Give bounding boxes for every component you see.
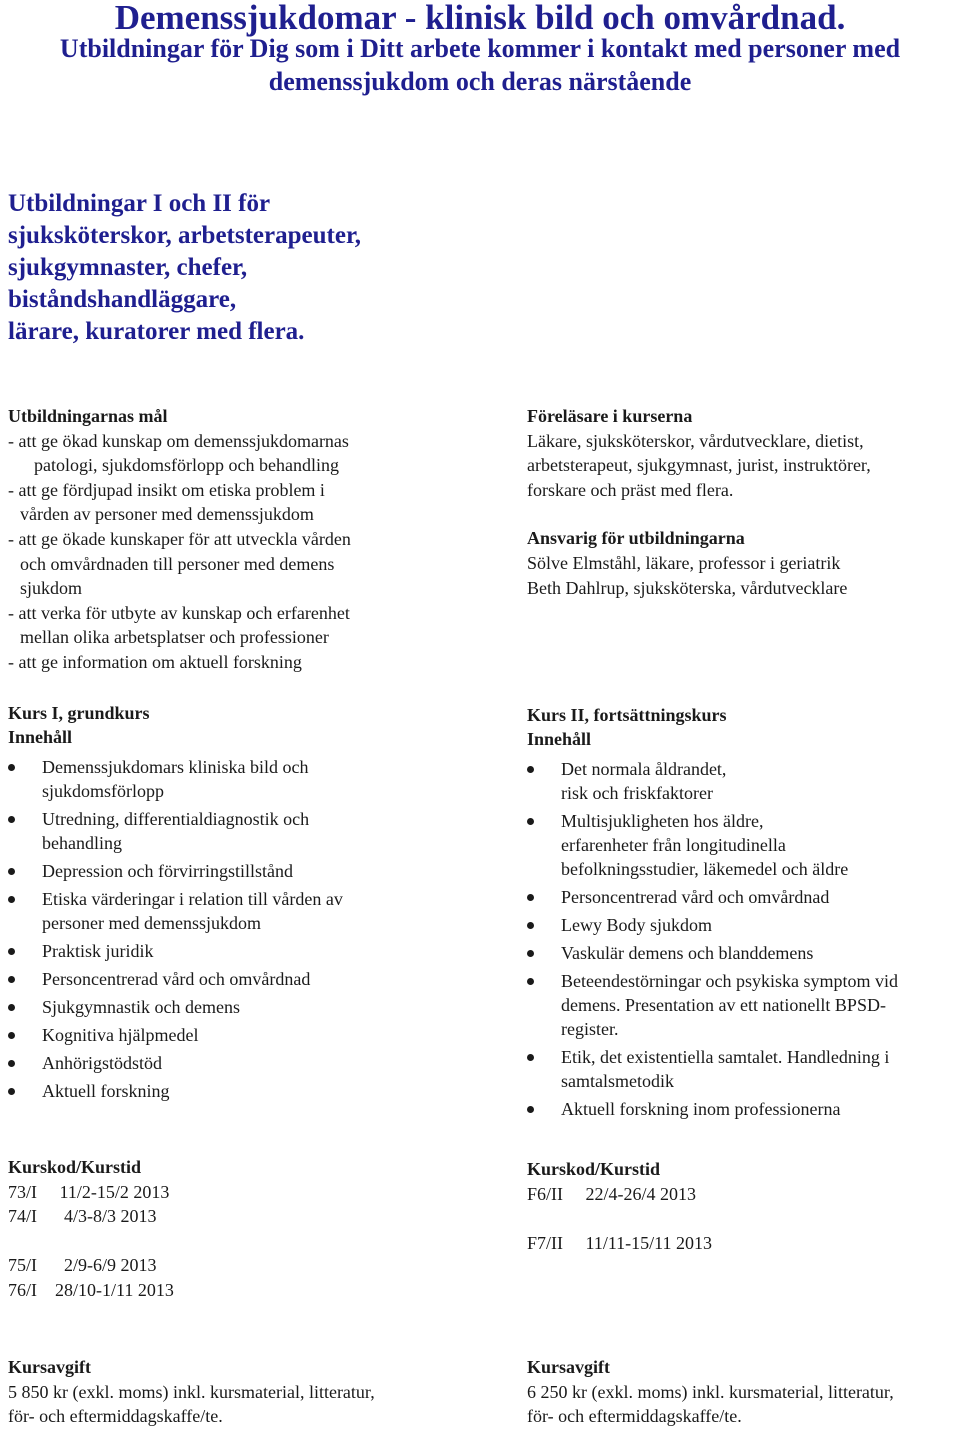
content-item — [8, 887, 478, 935]
course1-list — [8, 755, 478, 1103]
content-item-text: demens. Presentation av ett nationellt BPSD- — [561, 995, 886, 1015]
bullet-icon — [8, 896, 15, 903]
content-item-text: risk och friskfaktorer — [561, 783, 713, 803]
content-item — [8, 1023, 478, 1047]
content-item — [8, 1051, 478, 1075]
content-item-text: Beteendestörningar och psykiska symptom vid — [561, 971, 898, 991]
content-item — [527, 913, 959, 937]
content-item-text: Sjukgymnastik och demens — [42, 997, 240, 1017]
content-item-text: erfarenheter från longitudinella — [561, 835, 786, 855]
subtitle-line: Utbildningar för Dig som i Ditt arbete kommer i kontakt med personer med — [59, 34, 901, 63]
audience-line: sjuksköterskor, arbetsterapeuter, — [8, 222, 361, 249]
content-item — [527, 969, 959, 1041]
lecturers-line: forskare och präst med flera. — [527, 479, 734, 500]
lecturers-line: Läkare, sjuksköterskor, vårdutvecklare, dietist, — [527, 430, 864, 451]
content-item-text: Lewy Body sjukdom — [561, 915, 712, 935]
bullet-icon — [8, 976, 15, 983]
content-item — [527, 1097, 959, 1121]
bullet-icon — [8, 948, 15, 955]
course1-code-row — [8, 1229, 478, 1254]
course2-codes — [527, 1157, 957, 1255]
course2-code-heading: Kurskod/Kurstid — [527, 1159, 661, 1179]
bullet-icon — [527, 950, 534, 957]
page-title: Demenssjukdomar - klinisk bild och omvårdnad. — [114, 0, 846, 37]
content-item-text: Vaskulär demens och blanddemens — [561, 943, 814, 963]
course2-fee — [527, 1355, 957, 1429]
content-item-text: behandling — [42, 833, 122, 853]
content-item — [527, 809, 959, 881]
course2-fee-line: för- och eftermiddagskaffe/te. — [527, 1406, 742, 1427]
content-item-text: Det normala åldrandet, — [561, 759, 727, 779]
content-item-text: register. — [561, 1019, 619, 1039]
content-item-text: befolkningsstudier, läkemedel och äldre — [561, 859, 849, 879]
content-item — [527, 757, 959, 805]
course1-content-heading: Innehåll — [8, 727, 73, 747]
bullet-icon — [527, 922, 534, 929]
course1-code-row: 75/I 2/9-6/9 2013 — [8, 1255, 157, 1276]
course2-code-row — [527, 1206, 957, 1231]
bullet-icon — [8, 764, 15, 771]
audience-line: lärare, kuratorer med flera. — [8, 318, 305, 345]
lecturers-section — [527, 404, 957, 600]
course1-section — [8, 701, 478, 1107]
course1-fee-line: 5 850 kr (exkl. moms) inkl. kursmaterial, litteratur, — [8, 1381, 375, 1402]
audience-line: biståndshandläggare, — [8, 286, 237, 313]
course1-heading: Kurs I, grundkurs — [8, 703, 150, 723]
bullet-icon — [8, 868, 15, 875]
responsible-line: Sölve Elmståhl, läkare, professor i geriatrik — [527, 552, 841, 573]
course2-list — [527, 757, 959, 1121]
goal-line: - att verka för utbyte av kunskap och erfarenhet — [8, 602, 350, 623]
content-item — [8, 807, 478, 855]
bullet-icon — [8, 1060, 15, 1067]
goal-line: patologi, sjukdomsförlopp och behandling — [34, 455, 339, 476]
responsible-heading: Ansvarig för utbildningarna — [527, 528, 745, 549]
course1-code-row: 74/I 4/3-8/3 2013 — [8, 1206, 157, 1227]
bullet-icon — [8, 1088, 15, 1095]
course1-code-row: 73/I 11/2-15/2 2013 — [8, 1181, 170, 1202]
course2-code-row: F6/II 22/4-26/4 2013 — [527, 1183, 696, 1204]
content-item-text: Praktisk juridik — [42, 941, 154, 961]
responsible-line: Beth Dahlrup, sjuksköterska, vårdutvecklare — [527, 577, 848, 598]
bullet-icon — [527, 1106, 534, 1113]
course1-fee — [8, 1355, 478, 1429]
goal-line: vården av personer med demenssjukdom — [20, 504, 314, 525]
goal-line: - att ge information om aktuell forskning — [8, 651, 302, 672]
content-item — [527, 885, 959, 909]
content-item-text: sjukdomsförlopp — [42, 781, 165, 801]
subtitle-line: demenssjukdom och deras närstående — [268, 67, 692, 96]
bullet-icon — [527, 818, 534, 825]
content-item — [8, 967, 478, 991]
content-item-text: Demenssjukdomars kliniska bild och — [42, 757, 309, 777]
course1-codes — [8, 1155, 478, 1303]
content-item-text: Depression och förvirringstillstånd — [42, 861, 293, 881]
content-item-text: samtalsmetodik — [561, 1071, 674, 1091]
lecturers-heading: Föreläsare i kurserna — [527, 406, 693, 426]
content-item-text: Multisjukligheten hos äldre, — [561, 811, 764, 831]
bullet-icon — [527, 1054, 534, 1061]
bullet-icon — [527, 894, 534, 901]
content-item-text: Anhörigstödstöd — [42, 1053, 163, 1073]
content-item — [527, 1045, 959, 1093]
bullet-icon — [8, 1032, 15, 1039]
course1-code-heading: Kurskod/Kurstid — [8, 1157, 142, 1177]
bullet-icon — [8, 816, 15, 823]
content-item-text: Aktuell forskning — [42, 1081, 170, 1101]
bullet-icon — [527, 978, 534, 985]
content-item-text: Etiska värderingar i relation till vården av — [42, 889, 343, 909]
course1-fee-heading: Kursavgift — [8, 1357, 91, 1377]
goal-line: - att ge ökade kunskaper för att utveckla vården — [8, 528, 351, 549]
lecturers-line: arbetsterapeut, sjukgymnast, jurist, instruktörer, — [527, 455, 871, 476]
goals-section — [8, 404, 478, 675]
audience-line: sjukgymnaster, chefer, — [8, 254, 248, 281]
bullet-icon — [8, 1004, 15, 1011]
content-item — [8, 859, 478, 883]
content-item — [527, 941, 959, 965]
course2-code-row: F7/II 11/11-15/11 2013 — [527, 1232, 712, 1253]
course1-fee-line: för- och eftermiddagskaffe/te. — [8, 1406, 223, 1427]
audience-line: Utbildningar I och II för — [8, 190, 271, 217]
goal-line: och omvårdnaden till personer med demens — [20, 553, 335, 574]
content-item-text: Personcentrerad vård och omvårdnad — [561, 887, 830, 907]
course1-code-row: 76/I 28/10-1/11 2013 — [8, 1279, 174, 1300]
content-item-text: personer med demenssjukdom — [42, 913, 261, 933]
content-item — [8, 755, 478, 803]
course2-heading: Kurs II, fortsättningskurs — [527, 705, 727, 725]
bullet-icon — [527, 766, 534, 773]
content-item — [8, 1079, 478, 1103]
course2-section — [527, 703, 959, 1125]
goal-line: sjukdom — [20, 578, 83, 599]
content-item-text: Aktuell forskning inom professionerna — [561, 1099, 841, 1119]
audience-heading — [8, 188, 448, 348]
page-subtitle — [0, 32, 960, 98]
content-item-text: Personcentrerad vård och omvårdnad — [42, 969, 311, 989]
course2-content-heading: Innehåll — [527, 729, 592, 749]
goals-heading: Utbildningarnas mål — [8, 406, 168, 426]
content-item-text: Etik, det existentiella samtalet. Handledning i — [561, 1047, 890, 1067]
content-item — [8, 939, 478, 963]
content-item-text: Kognitiva hjälpmedel — [42, 1025, 199, 1045]
content-item — [8, 995, 478, 1019]
goal-line: - att ge ökad kunskap om demenssjukdomarnas — [8, 430, 349, 451]
content-item-text: Utredning, differentialdiagnostik och — [42, 809, 310, 829]
course2-fee-heading: Kursavgift — [527, 1357, 610, 1377]
goal-line: - att ge fördjupad insikt om etiska problem i — [8, 479, 325, 500]
goal-line: mellan olika arbetsplatser och professioner — [20, 627, 329, 648]
course2-fee-line: 6 250 kr (exkl. moms) inkl. kursmaterial, litteratur, — [527, 1381, 894, 1402]
